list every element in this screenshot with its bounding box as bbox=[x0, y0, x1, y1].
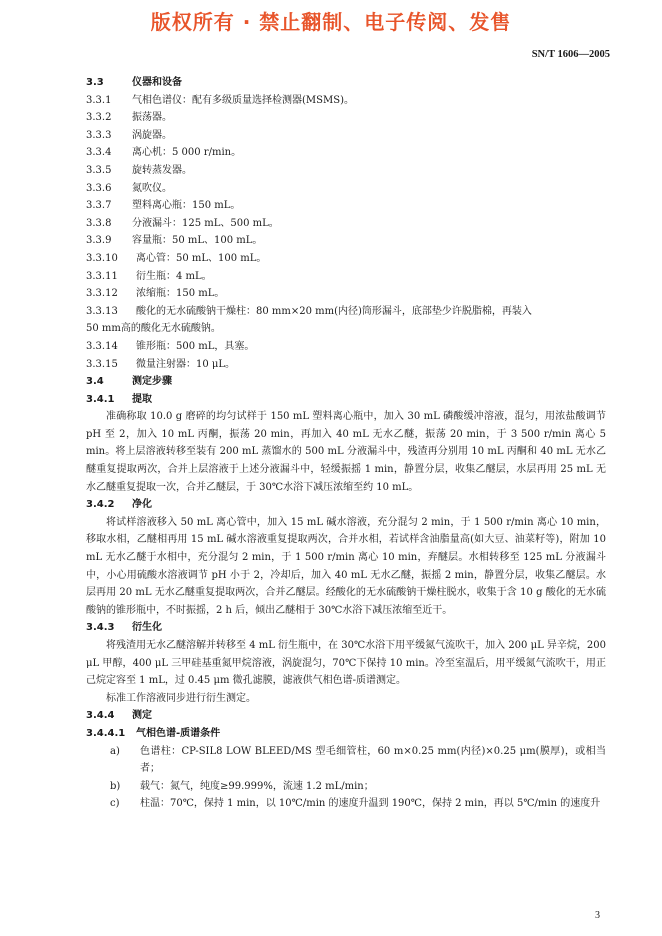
section-number: 3.4.4 bbox=[86, 710, 115, 722]
item-text: 微量注射器：10 μL。 bbox=[136, 358, 236, 370]
list-item bbox=[86, 109, 606, 127]
section-heading-3-4 bbox=[86, 373, 606, 391]
item-text: 酸化的无水硫酸钠干燥柱：80 mm×20 mm(内径)筒形漏斗，底部垫少许脱脂棉，再装入 bbox=[136, 305, 532, 317]
gcms-conditions-list bbox=[86, 743, 606, 813]
list-item bbox=[86, 285, 606, 303]
section-heading-3-4-1 bbox=[86, 391, 606, 409]
section-number: 3.4.2 bbox=[86, 499, 115, 511]
list-item bbox=[86, 144, 606, 162]
item-text: 氮吹仪。 bbox=[132, 182, 172, 194]
section-title: 测定步骤 bbox=[132, 376, 172, 388]
list-item bbox=[86, 268, 606, 286]
section-title: 衍生化 bbox=[132, 622, 162, 634]
equipment-list bbox=[86, 92, 606, 303]
section-heading-3-4-2 bbox=[86, 496, 606, 514]
item-text: 涡旋器。 bbox=[132, 129, 172, 141]
item-number: 3.3.10 bbox=[86, 252, 118, 264]
standard-number: SN/T 1606—2005 bbox=[531, 49, 610, 60]
list-item bbox=[86, 250, 606, 268]
condition-item bbox=[86, 743, 606, 778]
item-number: 3.3.5 bbox=[86, 164, 112, 176]
item-text: 容量瓶：50 mL、100 mL。 bbox=[132, 235, 263, 247]
list-item bbox=[86, 215, 606, 233]
section-title: 净化 bbox=[132, 499, 152, 511]
item-number: 3.3.14 bbox=[86, 340, 118, 352]
item-text: 旋转蒸发器。 bbox=[132, 164, 192, 176]
condition-label: a) bbox=[110, 745, 120, 757]
item-text: 塑料离心瓶：150 mL。 bbox=[132, 200, 241, 212]
condition-text: 载气：氮气，纯度≥99.999%，流速 1.2 mL/min； bbox=[140, 780, 374, 792]
page-number: 3 bbox=[595, 910, 600, 921]
item-text: 离心管：50 mL、100 mL。 bbox=[136, 252, 267, 264]
section-heading-3-4-4-1 bbox=[86, 725, 606, 743]
condition-label: c) bbox=[110, 798, 120, 810]
derivatization-note: 标准工作溶液同步进行衍生测定。 bbox=[106, 692, 256, 704]
section-number: 3.4.3 bbox=[86, 622, 115, 634]
list-item bbox=[86, 356, 606, 374]
item-text: 气相色谱仪：配有多级质量选择检测器(MSMS)。 bbox=[132, 94, 354, 106]
section-title: 仪器和设备 bbox=[132, 77, 182, 88]
derivatization-paragraph: 将残渣用无水乙醚溶解并转移至 4 mL 衍生瓶中，在 30℃水浴下用平缓氮气流吹干，加入 200 μL 异辛烷，200 μL 甲醇，400 μL 三甲硅基重氮甲烷溶液，涡旋混匀，70℃下保持 10 min。冷至室温后，用平缓氮气流吹干，用正己烷定容至 1 mL，过 0.45 μm 微孔滤膜，滤液供气相色谱-质谱测定。 bbox=[86, 640, 606, 687]
list-item bbox=[86, 303, 606, 321]
item-continuation: 50 mm高的酸化无水硫酸钠。 bbox=[86, 323, 221, 335]
list-item bbox=[86, 232, 606, 250]
extraction-paragraph: 准确称取 10.0 g 磨碎的均匀试样于 150 mL 塑料离心瓶中，加入 30 mL 磷酸缓冲溶液，混匀，用浓盐酸调节 pH 至 2，加入 10 mL 丙酮，振荡 20 min，再加入 40 mL 无水乙醚，振荡 20 min，于 3 500 r/min 离心 5 min。将上层溶液转移至装有 200 mL 蒸馏水的 500 mL 分液漏斗中，残渣再分别用 10 mL 丙酮和 40 mL 无水乙醚重复提取两次，合并上层溶液于上述分液漏斗中，轻缓振摇 1 min，静置分层，收集乙醚层，水层再用 25 mL 无水乙醚重复提取一次，合并乙醚层，于 30℃水浴下减压浓缩至约 10 mL。 bbox=[86, 411, 606, 493]
section-title: 提取 bbox=[132, 393, 152, 405]
item-text: 锥形瓶：500 mL，具塞。 bbox=[136, 340, 255, 352]
purification-paragraph: 将试样溶液移入 50 mL 离心管中，加入 15 mL 碱水溶液，充分混匀 2 min，于 1 500 r/min 离心 10 min，移取水相，乙醚相再用 15 mL 碱水溶液重复提取两次，合并水相，若试样含油脂量高(如大豆、油菜籽等)，附加 10 mL 无水乙醚于水相中，充分混匀 2 min，于 1 500 r/min 离心 10 min，弃醚层。水相转移至 125 mL 分液漏斗中，小心用硫酸水溶液调节 pH 小于 2，冷却后，加入 40 mL 无水乙醚，振摇 2 min，静置分层，收集乙醚层。水层再用 20 mL 无水乙醚重复提取两次，合并乙醚层。经酸化的无水硫酸钠干燥柱脱水，收集于含 10 g 酸化的无水硫酸钠的锥形瓶中，不时振摇，2 h 后，倾出乙醚相于 30℃水浴下减压浓缩至近干。 bbox=[86, 516, 606, 616]
item-number: 3.3.11 bbox=[86, 270, 118, 282]
item-number: 3.3.7 bbox=[86, 200, 112, 212]
item-text: 浓缩瓶：150 mL。 bbox=[136, 288, 225, 300]
section-heading-3-3 bbox=[86, 74, 606, 92]
list-item bbox=[86, 180, 606, 198]
equipment-list-continued bbox=[86, 338, 606, 373]
section-number: 3.4 bbox=[86, 376, 104, 388]
item-text: 分液漏斗：125 mL、500 mL。 bbox=[132, 217, 279, 229]
section-title: 气相色谱-质谱条件 bbox=[136, 727, 221, 739]
section-number: 3.4.4.1 bbox=[86, 727, 126, 739]
item-text: 振荡器。 bbox=[132, 112, 172, 124]
condition-label: b) bbox=[110, 780, 121, 792]
item-number: 3.3.3 bbox=[86, 129, 112, 141]
item-number: 3.3.12 bbox=[86, 288, 118, 300]
list-item bbox=[86, 127, 606, 145]
item-number: 3.3.6 bbox=[86, 182, 112, 194]
item-text: 衍生瓶：4 mL。 bbox=[136, 270, 212, 282]
item-text: 离心机：5 000 r/min。 bbox=[132, 147, 242, 159]
list-item bbox=[86, 92, 606, 110]
list-item bbox=[86, 197, 606, 215]
section-title: 测定 bbox=[132, 710, 152, 722]
copyright-banner: 版权所有 · 禁止翻制、电子传阅、发售 bbox=[150, 10, 512, 34]
item-number: 3.3.2 bbox=[86, 112, 112, 124]
section-number: 3.3 bbox=[86, 77, 104, 88]
item-number: 3.3.1 bbox=[86, 94, 112, 106]
list-item bbox=[86, 338, 606, 356]
condition-text: 柱温：70℃，保持 1 min，以 10℃/min 的速度升温到 190℃，保持 2 min，再以 5℃/min 的速度升 bbox=[140, 798, 601, 810]
item-number: 3.3.15 bbox=[86, 358, 118, 370]
item-number: 3.3.9 bbox=[86, 235, 112, 247]
condition-text: 色谱柱：CP-SIL8 LOW BLEED/MS 型毛细管柱，60 m×0.25 mm(内径)×0.25 μm(膜厚)，或相当者； bbox=[140, 745, 606, 775]
section-number: 3.4.1 bbox=[86, 393, 115, 405]
section-heading-3-4-4 bbox=[86, 707, 606, 725]
section-heading-3-4-3 bbox=[86, 619, 606, 637]
item-number: 3.3.13 bbox=[86, 305, 118, 317]
item-number: 3.3.4 bbox=[86, 147, 112, 159]
condition-item bbox=[86, 778, 606, 796]
list-item bbox=[86, 162, 606, 180]
item-number: 3.3.8 bbox=[86, 217, 112, 229]
document-body bbox=[86, 74, 606, 813]
condition-item bbox=[86, 795, 606, 813]
